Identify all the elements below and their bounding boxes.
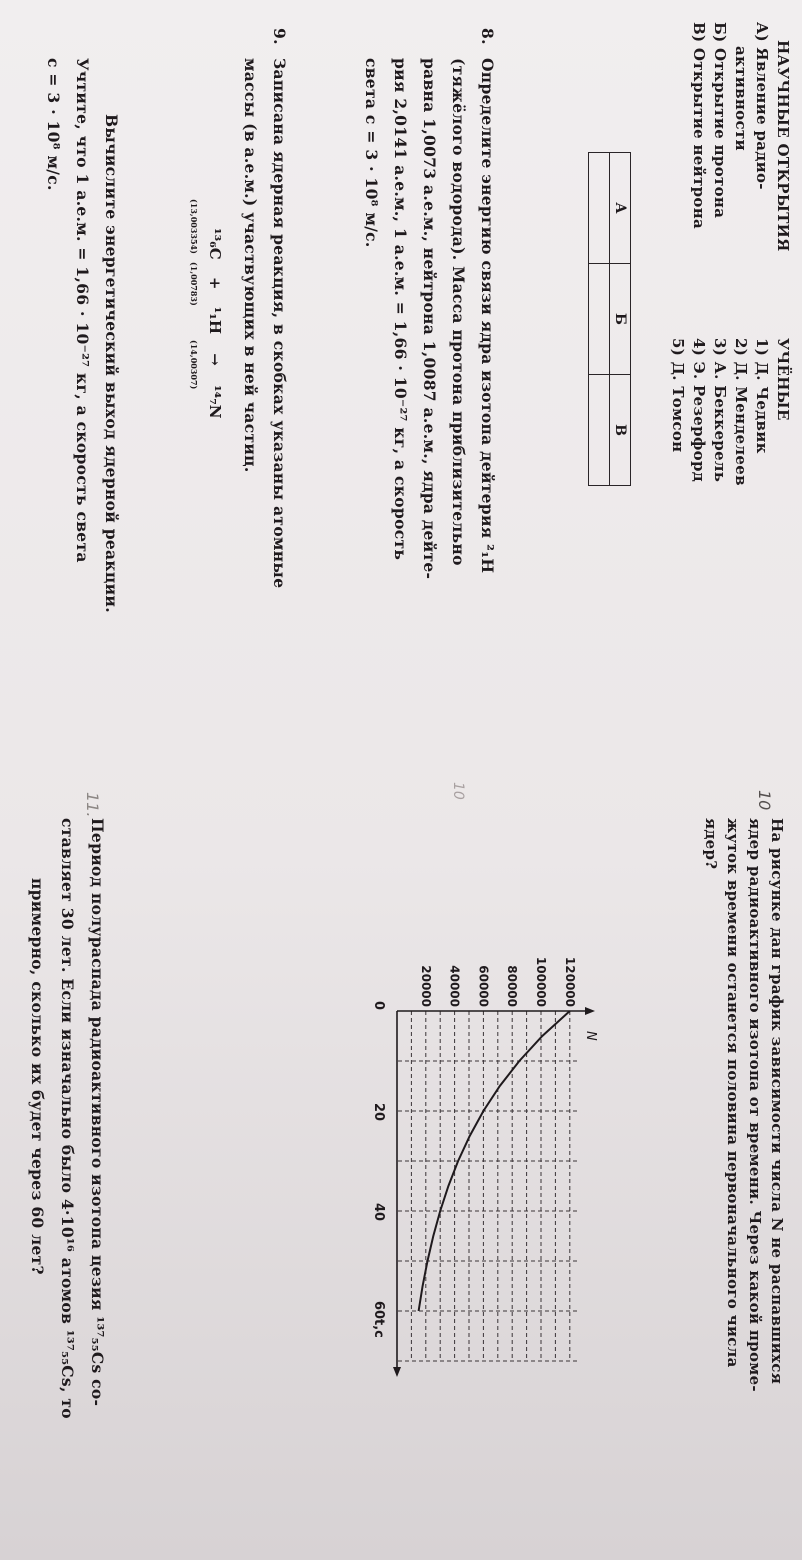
mass-carbon: (13,003354) [189,199,199,254]
y-tick-label: 120000 [562,956,577,1007]
task10-line-1: На рисунке дан график зависимости числа N не распавшихся [768,818,786,1385]
answer-header-b: Б [610,264,631,375]
reaction-plus: + [206,276,224,290]
x-tick-label: 0 [371,1001,386,1011]
task8-line-3: равна 1,0073 а.е.м., нейтрона 1,0087 а.е.м., ядра дейте- [420,58,439,580]
y-tick-label: 20000 [418,965,433,1007]
reaction-hydrogen: ¹₁H [206,306,224,335]
reaction-nitrogen: ¹⁴₇N [206,385,224,419]
answer-table [588,152,631,486]
chart-grid [397,1011,577,1361]
answer-table-header-row [610,153,631,486]
task9-question-line-3: c = 3 · 10⁸ м/с. [44,58,63,191]
x-tick-label: 20 [371,1103,386,1122]
task8-body [357,58,502,718]
reaction-carbon: ¹³₆C [206,228,224,260]
task11-line-2: ставляет 30 лет. Если изначально было 4·10¹⁶ атомов ¹³⁷₅₅Cs, то [58,818,77,1419]
discovery-b: Б) Открытие протона [711,22,729,219]
task10-line-3: жуток времени останется половина первоначального числа [724,818,742,1368]
task10-body [700,818,788,1488]
scientist-5: 5) Д. Томсон [669,338,687,453]
handwritten-note: 10 [450,782,466,800]
scientist-1: 1) Д. Чедвик [753,338,771,454]
nuclear-reaction [206,228,224,418]
task8-line-4: рия 2,0141 а.е.м., 1 а.е.м. = 1,66 · 10⁻²⁷ кг, а скорость [391,58,410,561]
task8-line-2: (тяжёлого водорода). Масса протона приблизительно [449,58,468,566]
x-tick-label: 40 [371,1203,386,1222]
task11-line-3: примерно, сколько их будет через 60 лет? [28,878,47,1275]
chart-axes [393,1007,595,1377]
discovery-a-cont: активности [732,46,750,151]
answer-header-c: В [610,375,631,486]
task11-body [22,818,112,1518]
y-tick-label: 40000 [447,965,462,1007]
task9-line-1: Записана ядерная реакция, в скобках указаны атомные [270,58,289,589]
x-axis-label: t,c [371,1319,386,1338]
mass-hydrogen: (1,00783) [189,262,199,306]
y-axis-label: N [583,1031,598,1041]
y-axis-arrow [585,1007,595,1015]
task9-line-2: массы (в а.е.м.) участвующих в ней частиц. [241,58,260,473]
task9-question-line-1: Вычислите энергетический выход ядерной реакции. [102,114,121,613]
task10-line-2: ядер радиоактивного изотопа от времени. Через какой проме- [746,818,764,1392]
handwritten-number-11: 11. [83,792,102,818]
answer-cell-a[interactable] [589,153,610,264]
y-tick-label: 100000 [534,956,548,1007]
x-tick-label: 60 [371,1301,386,1320]
y-tick-label: 80000 [505,965,520,1007]
task9-question-line-2: Учтите, что 1 а.е.м. = 1,66 · 10⁻²⁷ кг, а скорость света [73,58,92,563]
mass-nitrogen: (14,00307) [189,340,199,390]
task9-body [236,58,294,718]
x-axis-arrow [393,1367,401,1377]
y-tick-label: 60000 [476,965,491,1007]
task8-line-5: света c = 3 · 10⁸ м/с. [362,58,381,248]
reaction-arrow: → [206,353,224,366]
scientists-header: УЧЁНЫЕ [774,338,792,421]
answer-cell-c[interactable] [589,375,610,486]
task8-number: 8. [478,28,497,45]
scientist-2: 2) Д. Менделеев [732,338,750,486]
chart-ticks [371,957,598,1338]
scientist-3: 3) А. Беккерель [711,338,729,483]
task11-line-1: Период полураспада радиоактивного изотопа цезия ¹³⁷₅₅Cs со- [88,818,107,1407]
task9-question [39,58,126,728]
discovery-a: А) Явление радио- [753,22,771,190]
decay-chart [362,936,602,1396]
answer-table-row [589,153,610,486]
answer-cell-b[interactable] [589,264,610,375]
task8-line-1: Определите энергию связи ядра изотопа дейтерия ²₁H [478,58,497,574]
scientist-4: 4) Э. Резерфорд [690,338,708,483]
task9-number: 9. [270,28,289,45]
handwritten-number-10: 10 [755,790,774,811]
task10-line-4: ядер? [702,818,720,870]
discoveries-header: НАУЧНЫЕ ОТКРЫТИЯ [774,40,792,252]
discovery-c: В) Открытие нейтрона [690,22,708,230]
answer-header-a: А [610,153,631,264]
